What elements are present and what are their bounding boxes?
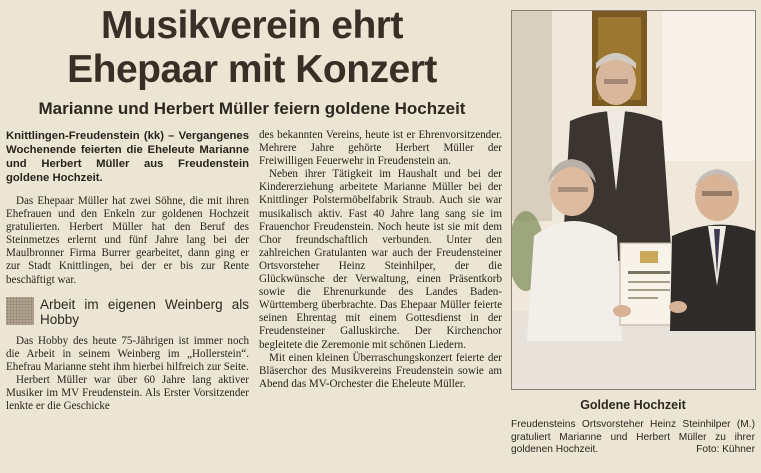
lead-paragraph: Knittlingen-Freudenstein (kk) – Vergangenes Wochenende feierten die Eheleute Marianne und Herbert Müller aus Freudenstein goldene Hochzeit. bbox=[6, 130, 249, 184]
article-column-2 bbox=[259, 129, 502, 391]
interhead-text: Arbeit im eigenen Weinberg als Hobby bbox=[40, 296, 249, 327]
interhead-marker-box bbox=[6, 297, 34, 325]
body-paragraph: des bekannten Vereins, heute ist er Ehrenvorsitzender. Mehrere Jahre gehörte Herbert Müller der Freiwilligen Feuerwehr in Freudenstein an. bbox=[259, 129, 502, 168]
headline bbox=[0, 4, 504, 92]
photo-credit: Foto: Kühner bbox=[696, 444, 755, 455]
subheadline: Marianne und Herbert Müller feiern goldene Hochzeit bbox=[38, 99, 466, 118]
body-paragraph: Das Ehepaar Müller hat zwei Söhne, die mit ihren Ehefrauen und den Enkeln zur goldenen Hochzeit gratulierten. Herbert Müller hat den Beruf des Steinmetzes erlernt und fünf Jahre lang bei der Maulbronner Firma Burrer gearbeitet, dann ging er zur Stadt Knittlingen, bei der er bis zur Rente beschäftigt war. bbox=[6, 195, 249, 286]
headline-line-2: Ehepaar mit Konzert bbox=[67, 48, 437, 91]
photo-caption bbox=[511, 419, 755, 457]
photo-caption-title: Goldene Hochzeit bbox=[580, 398, 686, 412]
body-paragraph: Neben ihrer Tätigkeit im Haushalt und bei der Kindererziehung arbeitete Marianne Müller bei der Knittlinger Polstermöbelfabrik Straub. Auch sie war musikalisch aktiv. Fast 40 Jahre lang sang sie im Frauenchor Freudenstein. Noch heute ist sie mit dem Chor freundschaftlich verbunden. Unter den zahlreichen Gratulanten war auch der Freudensteiner Ortsvorsteher Heinz Steinhilper, der die Glückwünsche der Verwaltung, einen Präsentkorb sowie die Ehrenurkunde des Landes Baden-Württemberg überbrachte. Das Ehepaar Müller feierte seinen Ehrentag mit einem Gottesdienst in der Freudensteiner Galluskirche. Der Kirchenchor begleitete die Zeremonie mit schönen Liedern. bbox=[259, 168, 502, 351]
headline-line-1: Musikverein ehrt bbox=[101, 4, 403, 47]
body-paragraph: Das Hobby des heute 75-Jährigen ist immer noch die Arbeit in seinem Weinberg im „Hollerstein“. Ehefrau Marianne steht ihm hierbei hilfreich zur Seite. bbox=[6, 334, 249, 373]
interheadline bbox=[6, 297, 249, 327]
photo-illustration bbox=[512, 11, 755, 389]
article-column-1 bbox=[6, 129, 249, 413]
body-paragraph: Herbert Müller war über 60 Jahre lang aktiver Musiker im MV Freudenstein. Als Erster Vorsitzender lenkte er die Geschicke bbox=[6, 373, 249, 413]
body-paragraph: Mit einen kleinen Überraschungskonzert feierte der Bläserchor des Musikvereins Freudenstein sowie am Abend das MV-Orchester die Eheleute Müller. bbox=[259, 351, 502, 390]
photo-golden-wedding bbox=[511, 10, 756, 390]
photo-caption-text: Freudensteins Ortsvorsteher Heinz Steinhilper (M.) gratuliert Marianne und Herbert Müller zu ihrer goldenen Hochzeit. bbox=[511, 419, 755, 455]
